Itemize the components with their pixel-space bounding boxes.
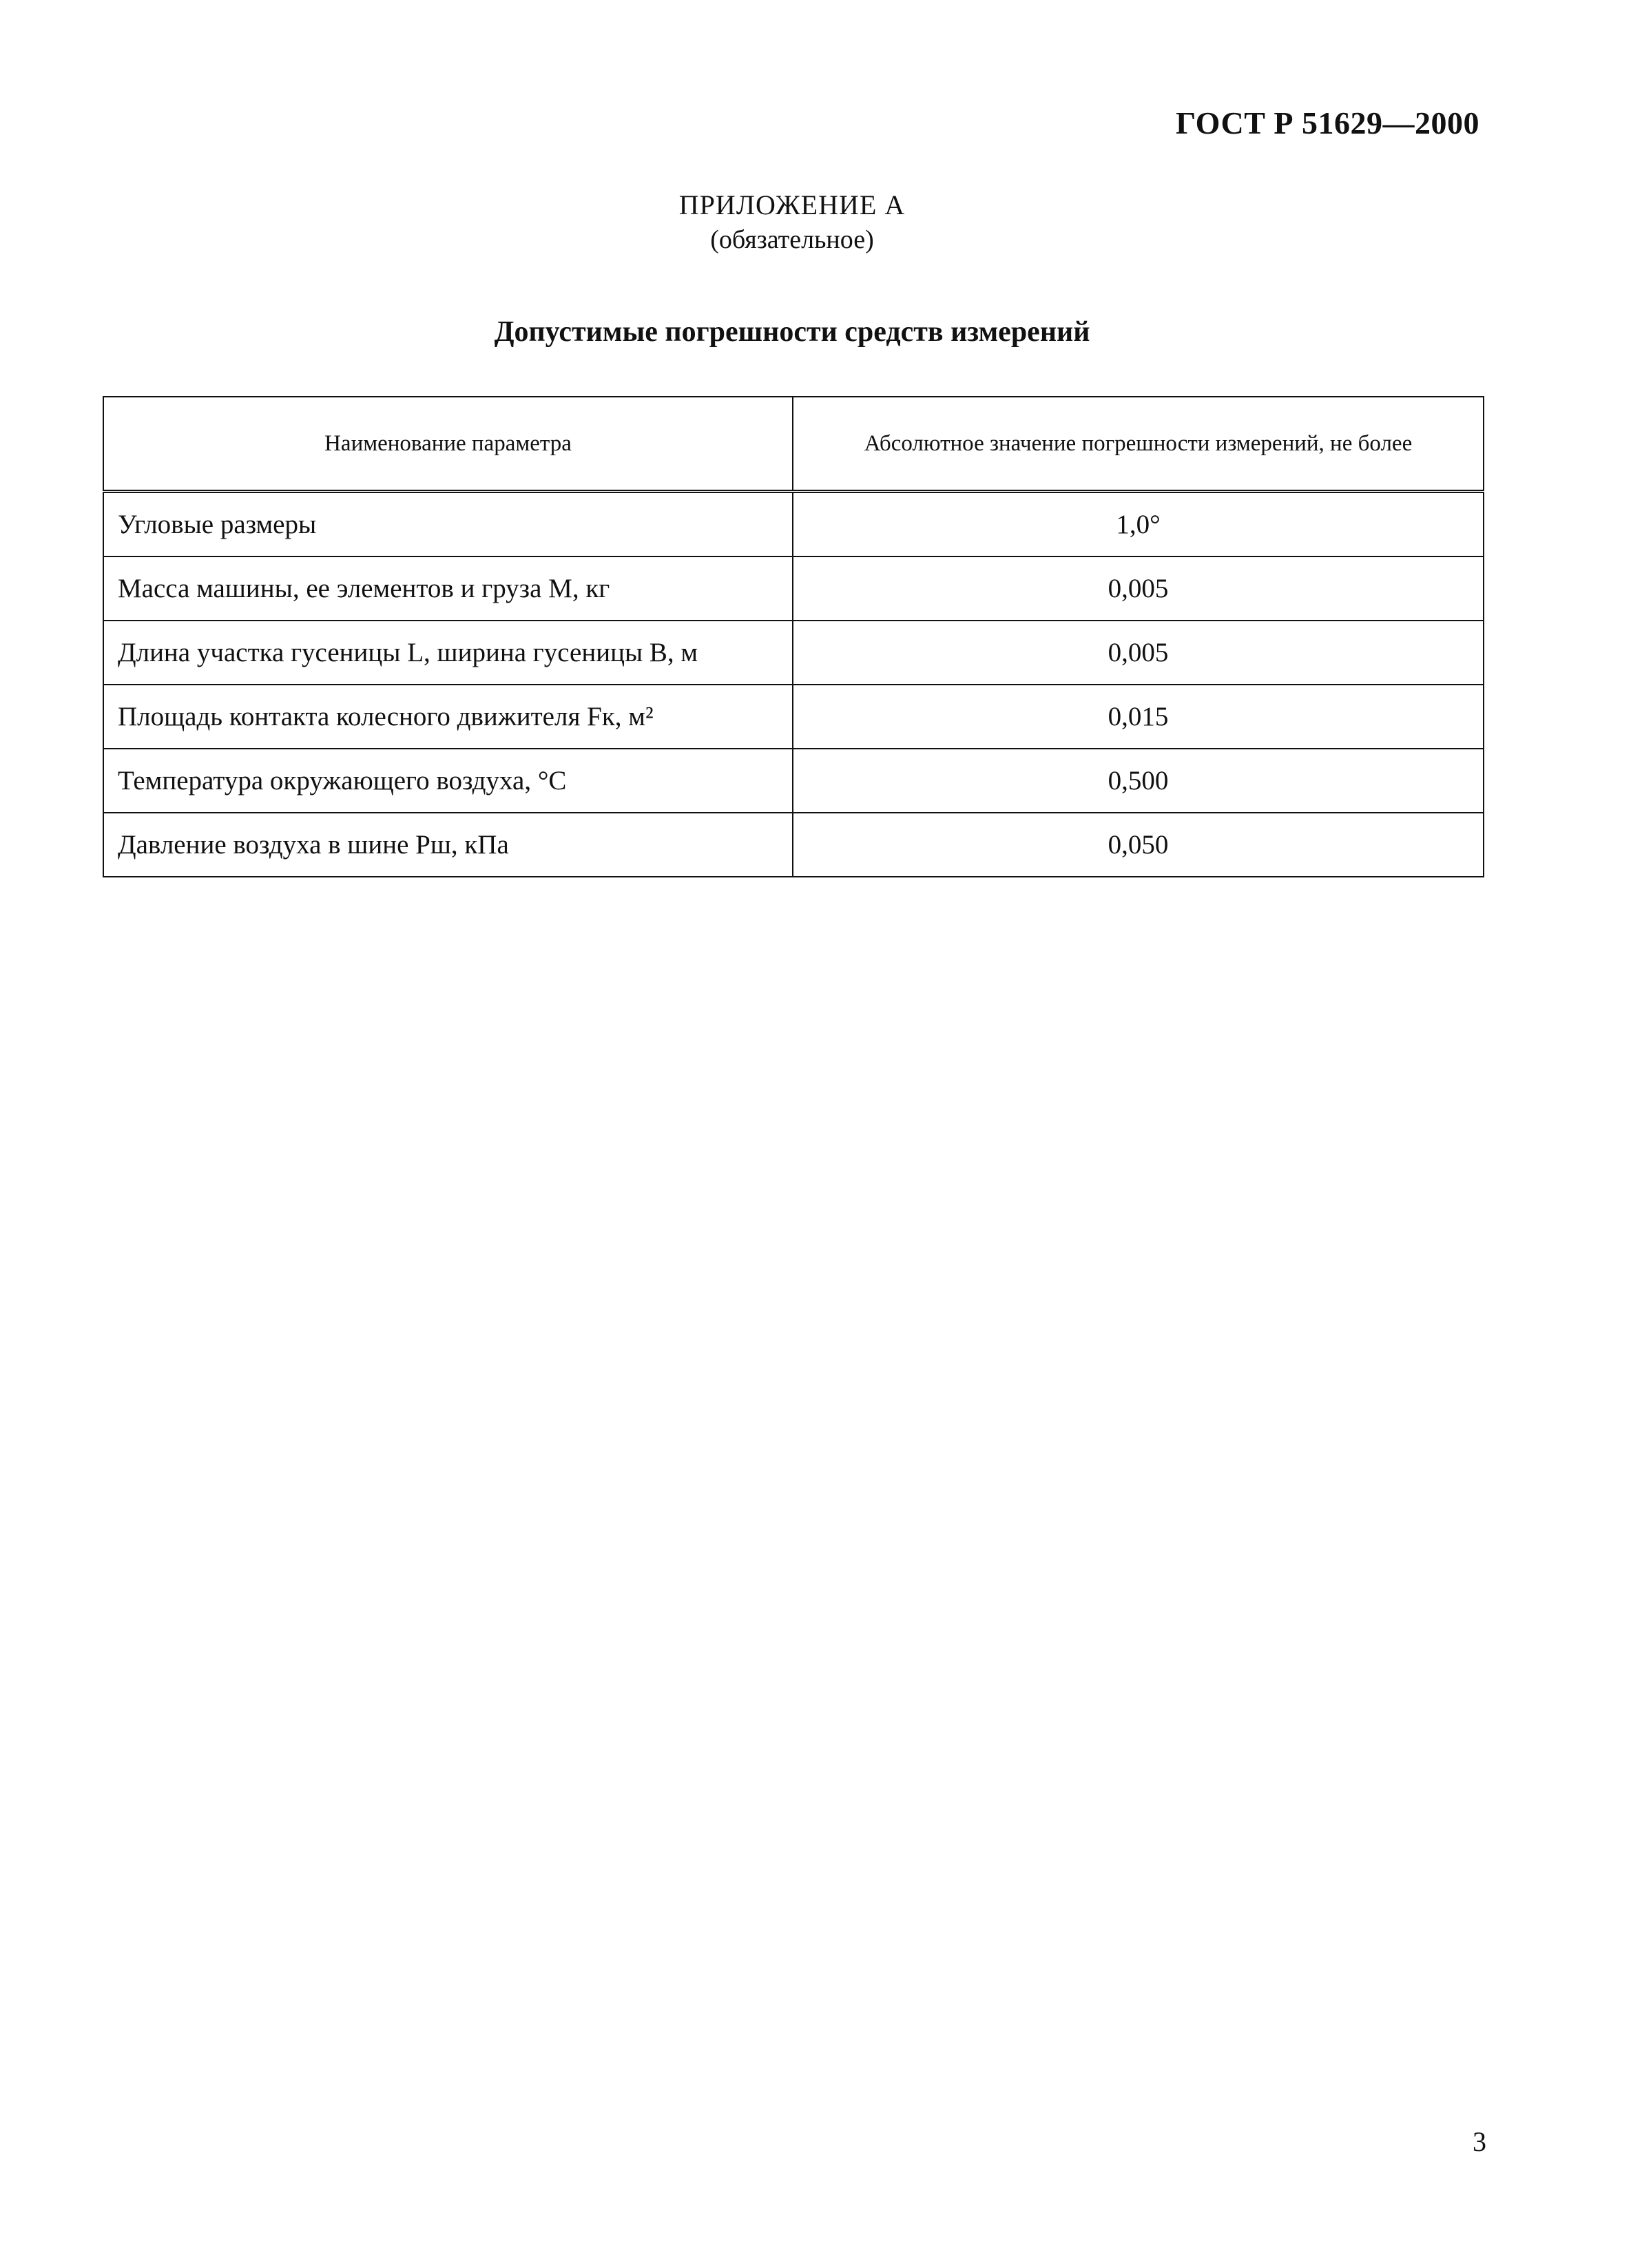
- parameter-cell: Длина участка гусеницы L, ширина гусеницы B, м: [103, 621, 793, 685]
- table-row: [103, 492, 1484, 557]
- table-row: [103, 813, 1484, 877]
- value-cell: 0,005: [793, 556, 1484, 621]
- column-header-parameter: Наименование параметра: [103, 397, 793, 492]
- page-number: 3: [1473, 2126, 1486, 2157]
- value-cell: 0,005: [793, 621, 1484, 685]
- parameter-cell: Угловые размеры: [103, 492, 793, 557]
- table-row: [103, 749, 1484, 813]
- value-cell: 1,0°: [793, 492, 1484, 557]
- table-header-row: [103, 397, 1484, 492]
- parameter-cell: Площадь контакта колесного движителя Fк, м²: [103, 685, 793, 749]
- accuracy-table: [103, 396, 1484, 877]
- parameter-cell: Давление воздуха в шине Pш, кПа: [103, 813, 793, 877]
- appendix-title: ПРИЛОЖЕНИЕ А: [678, 189, 906, 220]
- table-row: [103, 685, 1484, 749]
- appendix-subtitle: (обязательное): [710, 225, 874, 254]
- parameter-cell: Масса машины, ее элементов и груза M, кг: [103, 556, 793, 621]
- table-row: [103, 621, 1484, 685]
- value-cell: 0,015: [793, 685, 1484, 749]
- appendix-heading: [0, 187, 1584, 256]
- value-cell: 0,050: [793, 813, 1484, 877]
- parameter-cell: Температура окружающего воздуха, °С: [103, 749, 793, 813]
- document-code: ГОСТ Р 51629—2000: [1176, 105, 1479, 141]
- column-header-error: Абсолютное значение погрешности измерений, не более: [793, 397, 1484, 492]
- page-title: Допустимые погрешности средств измерений: [494, 316, 1090, 348]
- table-row: [103, 556, 1484, 621]
- value-cell: 0,500: [793, 749, 1484, 813]
